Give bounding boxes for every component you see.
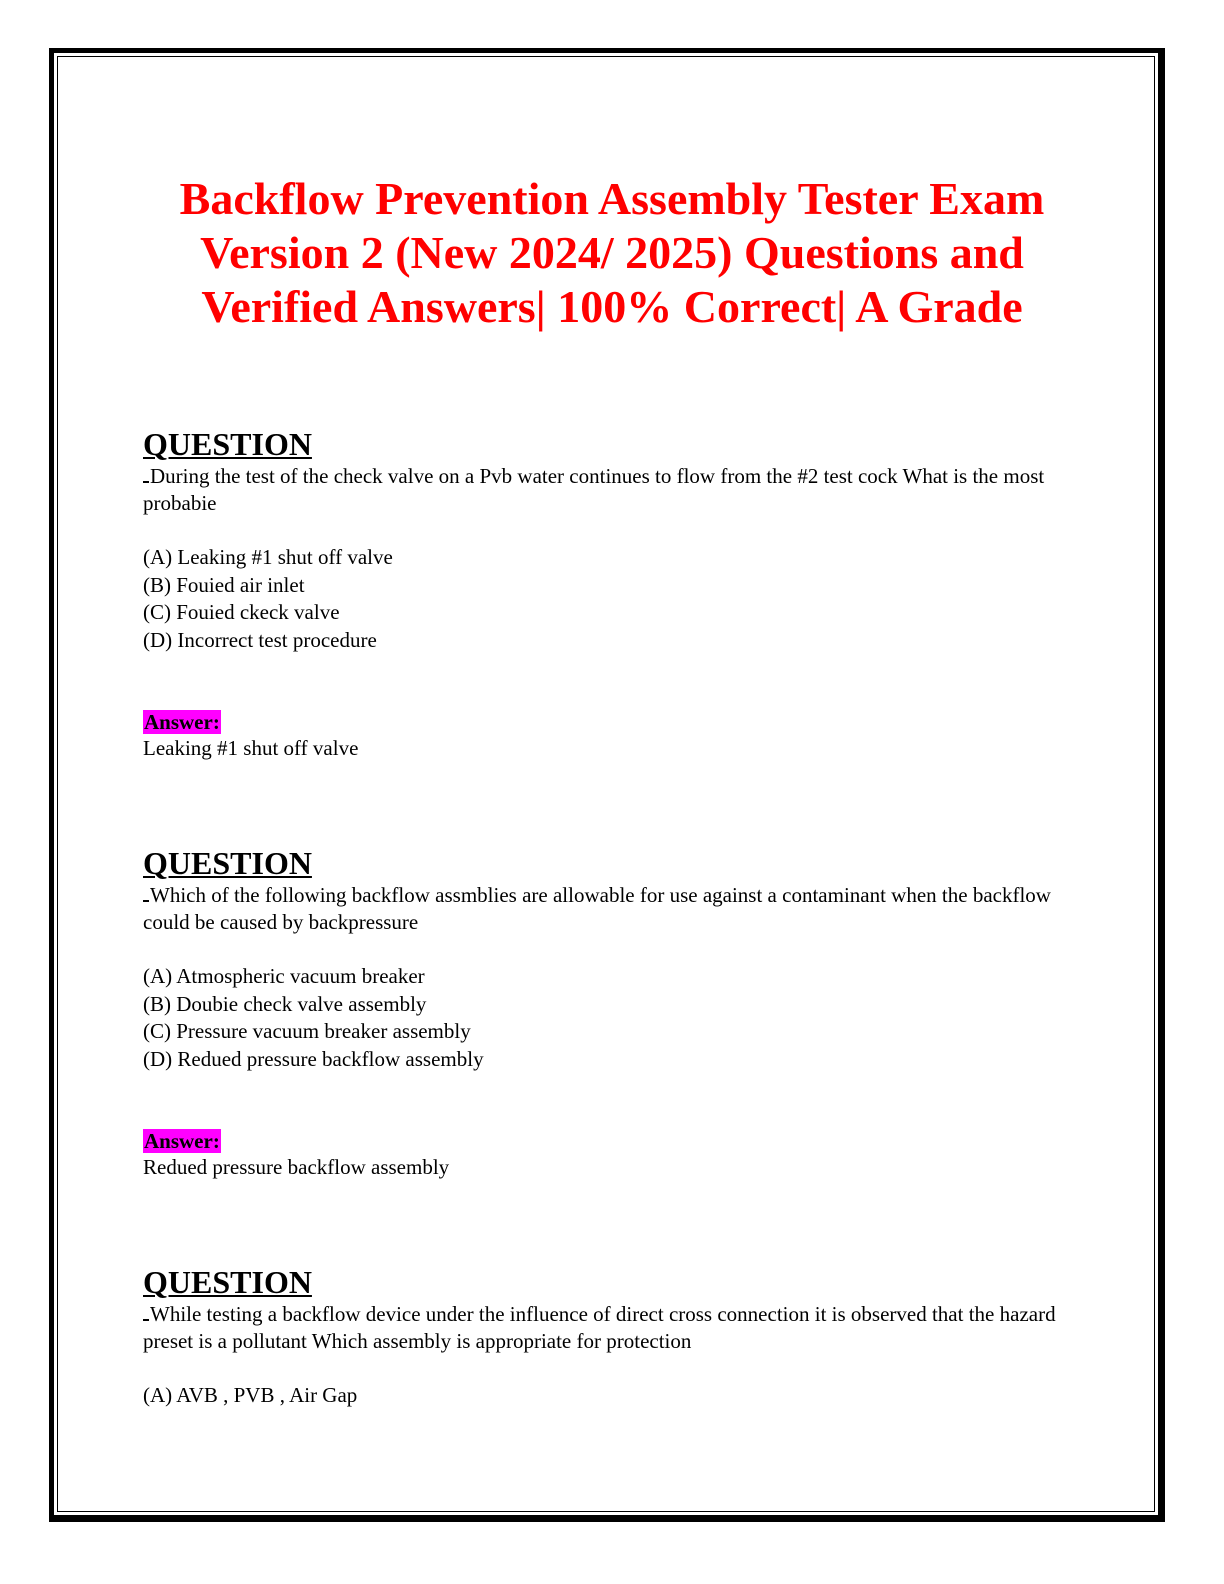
question-block-2 bbox=[143, 847, 1083, 1181]
question-heading: QUESTION bbox=[143, 845, 312, 881]
option-b: (B) Fouied air inlet bbox=[143, 572, 305, 597]
answer-options bbox=[143, 544, 1083, 654]
answer-options bbox=[143, 963, 1083, 1073]
question-text bbox=[143, 881, 1083, 936]
question-block-3 bbox=[143, 1266, 1083, 1410]
option-a: (A) AVB , PVB , Air Gap bbox=[143, 1383, 358, 1407]
document-title bbox=[100, 172, 1124, 334]
question-block-1 bbox=[143, 428, 1083, 762]
question-text bbox=[143, 1300, 1083, 1355]
question-heading: QUESTION bbox=[143, 1264, 312, 1300]
underline-mark bbox=[143, 881, 149, 902]
underline-mark bbox=[143, 1300, 149, 1321]
underline-mark bbox=[143, 462, 149, 483]
option-a: (A) Atmospheric vacuum breaker bbox=[143, 964, 425, 988]
question-text-content: Which of the following backflow assmblies are allowable for use against a contaminant when the backflow could be caused by backpressure bbox=[143, 883, 1051, 934]
answer-options bbox=[143, 1382, 1083, 1410]
answer-section bbox=[143, 1129, 1083, 1181]
title-line-1: Backflow Prevention Assembly Tester Exam bbox=[179, 173, 1045, 224]
question-heading: QUESTION bbox=[143, 426, 312, 462]
option-b: (B) Doubie check valve assembly bbox=[143, 991, 427, 1016]
option-a: (A) Leaking #1 shut off valve bbox=[143, 545, 393, 569]
answer-label: Answer: bbox=[144, 1129, 220, 1153]
answer-label: Answer: bbox=[144, 710, 220, 734]
option-c: (C) Pressure vacuum breaker assembly bbox=[143, 1019, 471, 1043]
question-text-content: While testing a backflow device under the influence of direct cross connection it is observed that the hazard preset is a pollutant Which assembly is appropriate for protection bbox=[143, 1302, 1056, 1353]
option-d: (D) Redued pressure backflow assembly bbox=[143, 1046, 484, 1071]
option-d: (D) Incorrect test procedure bbox=[143, 627, 377, 652]
option-c: (C) Fouied ckeck valve bbox=[143, 600, 340, 624]
title-line-2: Version 2 (New 2024/ 2025) Questions and bbox=[200, 227, 1024, 278]
answer-value: Redued pressure backflow assembly bbox=[143, 1155, 450, 1179]
answer-value: Leaking #1 shut off valve bbox=[143, 736, 359, 760]
question-text bbox=[143, 462, 1083, 517]
question-text-content: During the test of the check valve on a Pvb water continues to flow from the #2 test cock What is the most probabie bbox=[143, 464, 1045, 515]
title-line-3: Verified Answers| 100% Correct| A Grade bbox=[201, 281, 1023, 332]
answer-section bbox=[143, 710, 1083, 762]
